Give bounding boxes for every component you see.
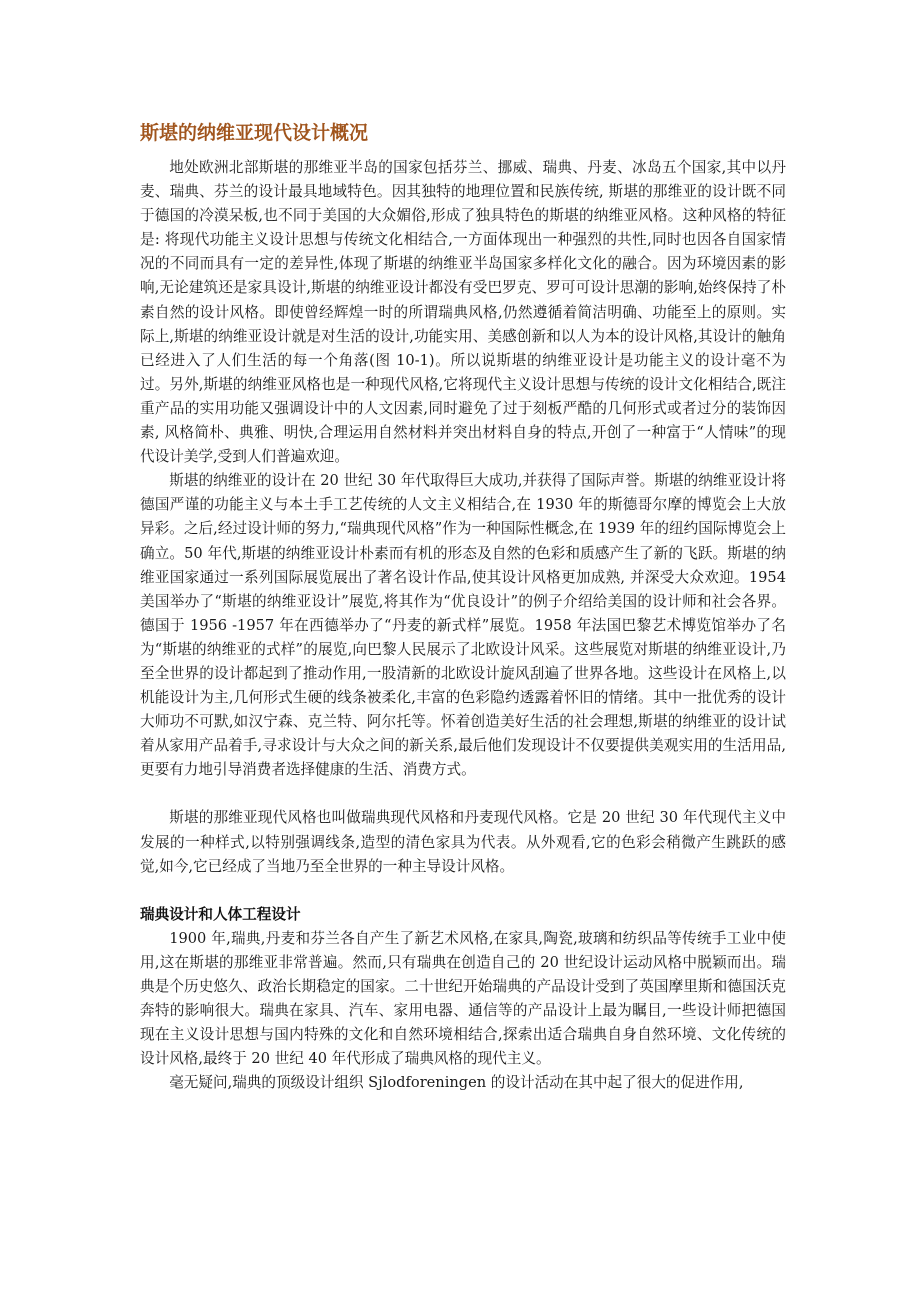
paragraph-4: 1900 年,瑞典,丹麦和芬兰各自产生了新艺术风格,在家具,陶瓷,玻璃和纺织品等传统手工业中使用,这在斯堪的那维亚非常普遍。然而,只有瑞典在创造自己的 20 世纪设计运动风格中脱颖而出。瑞典是个历史悠久、政治长期稳定的国家。二十世纪开始瑞典的产品设计受到了英国摩里斯和德国沃克奔特的影响很大。瑞典在家具、汽车、家用电器、通信等的产品设计上最为瞩目,一些设计师把德国现在主义设计思想与国内特殊的文化和自然环境相结合,探索出适合瑞典自身自然环境、文化传统的设计风格,最终于 20 世纪 40 年代形成了瑞典风格的现代主义。 (140, 929, 786, 1068)
paragraph-5: 毫无疑问,瑞典的顶级设计组织 Sjlodforeningen 的设计活动在其中起了很大的促进作用, (169, 1074, 744, 1092)
paragraph-gap (140, 782, 786, 806)
document-title: 斯堪的纳维亚现代设计概况 (140, 122, 369, 144)
section-subtitle: 瑞典设计和人体工程设计 (140, 905, 301, 923)
section-gap (140, 879, 786, 903)
paragraph-2: 斯堪的纳维亚的设计在 20 世纪 30 年代取得巨大成功,并获得了国际声誉。斯堪的纳维亚设计将德国严谨的功能主义与本土手工艺传统的人文主义相结合,在 1930 年的斯德哥尔摩的博览会上大放异彩。之后,经过设计师的努力,“瑞典现代风格”作为一种国际性概念,在 1939 年的纽约国际博览会上确立。50 年代,斯堪的纳维亚设计朴素而有机的形态及自然的色彩和质感产生了新的飞跃。斯堪的纳维亚国家通过一系列国际展览展出了著名设计作品,使其设计风格更加成熟, 并深受大众欢迎。1954 美国举办了“斯堪的纳维亚设计”展览,将其作为“优良设计”的例子介绍给美国的设计师和社会各界。德国于 1956 -1957 年在西德举办了“丹麦的新式样”展览。1958 年法国巴黎艺术博览馆举办了名为“斯堪的纳维亚的式样”的展览,向巴黎人民展示了北欧设计风采。这些展览对斯堪的纳维亚设计,乃至全世界的设计都起到了推动作用,一股清新的北欧设计旋风刮遍了世界各地。这些设计在风格上,以机能设计为主,几何形式生硬的线条被柔化,丰富的色彩隐约透露着怀旧的情绪。其中一批优秀的设计大师功不可默,如汉宁森、克兰特、阿尔托等。怀着创造美好生活的社会理想,斯堪的纳维亚的设计试着从家用产品着手,寻求设计与大众之间的新关系,最后他们发现设计不仅要提供美观实用的生活用品,更要有力地引导消费者选择健康的生活、消费方式。 (140, 472, 786, 779)
paragraph-1: 地处欧洲北部斯堪的那维亚半岛的国家包括芬兰、挪威、瑞典、丹麦、冰岛五个国家,其中以丹麦、瑞典、芬兰的设计最具地域特色。因其独特的地理位置和民族传统, 斯堪的那维亚的设计既不同于德国的冷漠呆板,也不同于美国的大众媚俗,形成了独具特色的斯堪的纳维亚风格。这种风格的特征是: 将现代功能主义设计思想与传统文化相结合,一方面体现出一种强烈的共性,同时也因各自国家情况的不同而具有一定的差异性,体现了斯堪的纳维亚半岛国家多样化文化的融合。因为环境因素的影响,无论建筑还是家具设计,斯堪的纳维亚设计都没有受巴罗克、罗可可设计思潮的影响,始终保持了朴素自然的设计风格。即使曾经辉煌一时的所谓瑞典风格,仍然遵循着简洁明确、功能至上的原则。实际上,斯堪的纳维亚设计就是对生活的设计,功能实用、美感创新和以人为本的设计风格,其设计的触角已经进入了人们生活的每一个角落(图 10-1)。所以说斯堪的纳维亚设计是功能主义的设计毫不为过。另外,斯堪的纳维亚风格也是一种现代风格,它将现代主义设计思想与传统的设计文化相结合,既注重产品的实用功能又强调设计中的人文因素,同时避免了过于刻板严酷的几何形式或者过分的装饰因素, 风格简朴、典雅、明快,合理运用自然材料并突出材料自身的特点,开创了一种富于“人情味”的现代设计美学,受到人们普遍欢迎。 (140, 159, 786, 466)
document-page (140, 118, 786, 1095)
paragraph-3: 斯堪的那维亚现代风格也叫做瑞典现代风格和丹麦现代风格。它是 20 世纪 30 年代现代主义中发展的一种样式,以特别强调线条,造型的清色家具为代表。从外观看,它的色彩会稍微产生跳跃的感觉,如今,它已经成了当地乃至全世界的一种主导设计风格。 (140, 809, 786, 875)
